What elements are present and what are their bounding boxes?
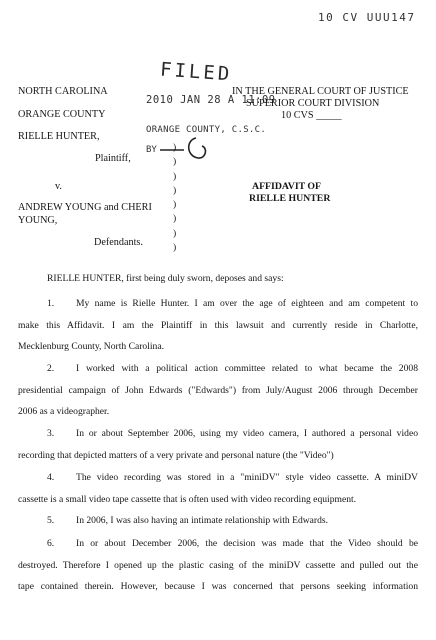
paragraph-number: 4. [47,472,55,483]
case-number: 10 CVS _____ [281,110,342,121]
paragraph-line: 2006 as a videographer. [18,406,110,417]
paragraph-line: make this Affidavit. I am the Plaintiff in this lawsuit and currently reside in Charlotte, [18,319,418,331]
paragraph-line: Mecklenburg County, North Carolina. [18,341,165,352]
versus: v. [55,181,62,192]
caption-paren: ) [173,199,177,210]
paragraph-line: cassette is a small video tape cassette that is often used with video recording equipment. [18,493,357,505]
affidavit-title-1: AFFIDAVIT OF [252,181,322,192]
paragraph-first-line: I worked with a political action committee related to what became the 2008 [76,363,418,374]
caption-paren: ) [173,213,177,224]
doc-number: 10 CV UUU147 [318,11,416,24]
filed-stamp: FILED [159,58,233,86]
court-line-1: IN THE GENERAL COURT OF JUSTICE [232,86,409,97]
paragraph-number: 6. [47,538,55,549]
defendant-role: Defendants. [94,237,143,248]
paragraph-first-line: In or about December 2006, the decision was made that the Video should be [76,538,418,549]
filed-county: ORANGE COUNTY, C.S.C. [146,125,267,135]
caption-paren: ) [173,242,177,253]
court-line-2: SUPERIOR COURT DIVISION [246,98,380,109]
paragraph-first-line: The video recording was stored in a "miniDV" style video cassette. A miniDV [76,472,418,483]
defendant-line-2: YOUNG, [18,215,58,226]
affidavit-title-2: RIELLE HUNTER [249,193,331,204]
intro-line: RIELLE HUNTER, first being duly sworn, deposes and says: [47,273,284,284]
filed-signature [156,134,226,164]
caption-paren: ) [173,171,177,182]
paragraph-number: 1. [47,298,55,309]
filed-datetime: 2010 JAN 28 A 11:09 [146,94,276,106]
paragraph-line: tape contained therein. However, because I was concerned that persons seeking information [18,581,418,592]
paragraph-line: destroyed. Therefore I opened up the plastic casing of the miniDV cassette and pulled out the [18,559,418,571]
plaintiff-name: RIELLE HUNTER, [18,131,100,142]
paragraph-number: 3. [47,428,55,439]
caption-paren: ) [173,156,177,167]
paragraph-line: recording that depicted matters of a very private and personal nature (the "Video") [18,449,334,461]
caption-paren: ) [173,228,177,239]
paragraph-line: presidential campaign of John Edwards ("Edwards") from July/August 2006 through December [18,384,418,396]
paragraph-number: 5. [47,515,55,526]
plaintiff-role: Plaintiff, [95,153,131,164]
paragraph-first-line: My name is Rielle Hunter. I am over the age of eighteen and am competent to [76,298,418,309]
defendant-line-1: ANDREW YOUNG and CHERI [18,202,152,213]
caption-paren: ) [173,185,177,196]
caption-state: NORTH CAROLINA [18,86,108,97]
caption-paren: ) [173,142,177,153]
filed-by: BY [146,145,157,155]
paragraph-first-line: In or about September 2006, using my video camera, I authored a personal video [76,428,418,439]
caption-county: ORANGE COUNTY [18,109,106,120]
paragraph-number: 2. [47,363,55,374]
paragraph-first-line: In 2006, I was also having an intimate relationship with Edwards. [76,515,329,526]
